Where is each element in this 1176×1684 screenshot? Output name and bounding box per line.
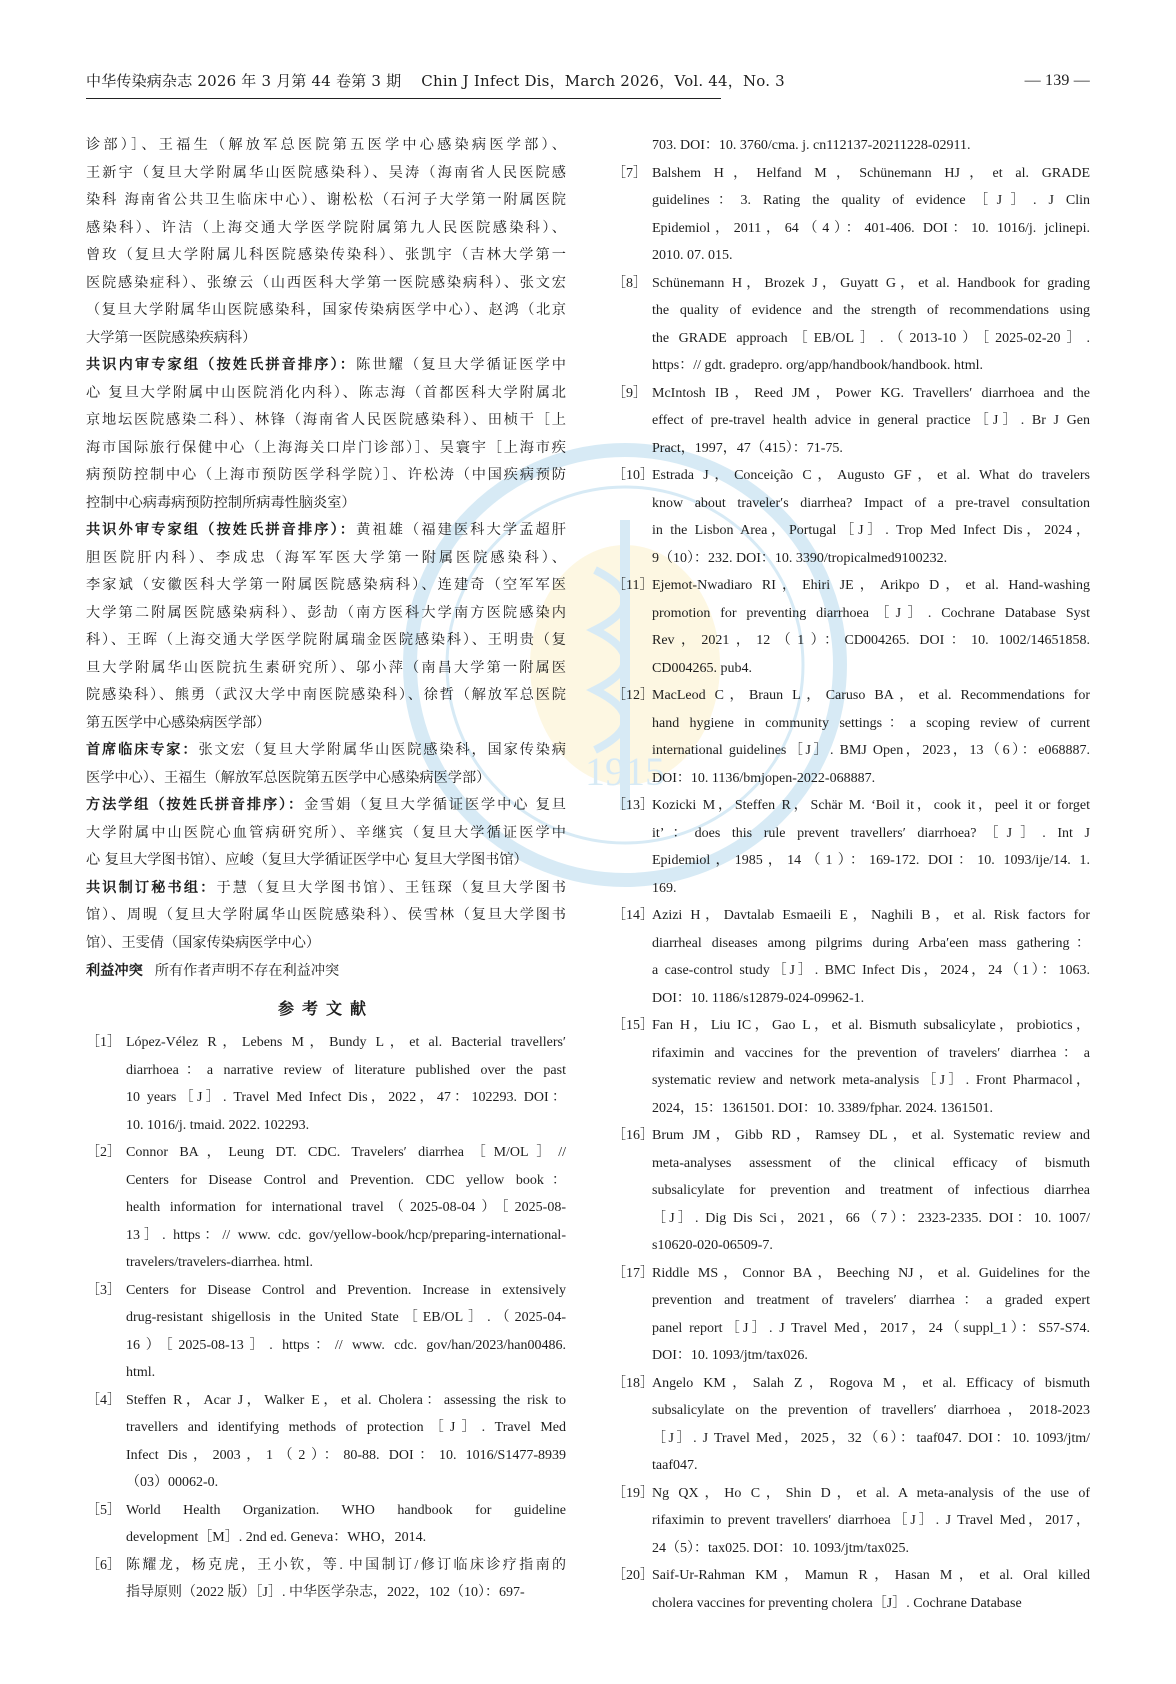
committee-members: 金雪娟（复旦大学循证医学中心 复旦 xyxy=(304,797,566,813)
reference-number: ［14］ xyxy=(612,908,654,923)
reference-line: Centers for Disease Control and Prevention. CDC yellow book： xyxy=(126,1172,566,1188)
reference-line: diarrhoea：a narrative review of literature published over the past xyxy=(126,1062,566,1078)
committee-line: 馆）、周晛（复旦大学附属华山医院感染科）、侯雪林（复旦大学图书 xyxy=(86,907,566,923)
reference-line: 10 years［J］. Travel Med Infect Dis，2022，47：102293. DOI： xyxy=(126,1090,566,1105)
group-label: 共识内审专家组（按姓氏拼音排序）： xyxy=(86,357,357,373)
reference-number: ［9］ xyxy=(612,385,647,401)
reference-line: 10. 1016/j. tmaid. 2022. 102293. xyxy=(126,1117,310,1133)
reference-line: Riddle MS，Connor BA，Beeching NJ，et al. Guidelines for the xyxy=(652,1265,1090,1281)
committee-line xyxy=(86,875,566,903)
reference-line: prevention and treatment of travelers′ diarrhea：a graded expert xyxy=(652,1293,1090,1308)
reference-line: cholera vaccines for preventing cholera［J］. Cochrane Database xyxy=(652,1595,1022,1611)
reference-item xyxy=(86,1139,566,1277)
committee-members: 张文宏（复旦大学附属华山医院感染科，国家传染病 xyxy=(198,742,566,758)
committee-line: 医学中心）、王福生（解放军总医院第五医学中心感染病医学部） xyxy=(86,769,491,786)
committee-members: 于慧（复旦大学图书馆）、王钰琛（复旦大学图书 xyxy=(216,879,566,896)
reference-item xyxy=(86,1387,566,1497)
reference-number: ［16］ xyxy=(612,1128,654,1143)
committee-line: 科）、王晖（上海交通大学医学院附属瑞金医院感染科）、王明贵（复 xyxy=(86,632,566,648)
reference-line: html. xyxy=(126,1365,156,1380)
watermark-year: 1915 xyxy=(585,749,665,794)
committee-line: 病预防控制中心（上海市预防医学科学院）］、许松涛（中国疾病预防 xyxy=(86,467,566,483)
reference-item xyxy=(86,1277,566,1387)
reference-line: it’：does this rule prevent travellers′ diarrhoea?［J］. Int J xyxy=(652,825,1090,841)
reference-number: ［3］ xyxy=(86,1282,121,1298)
reference-number: ［1］ xyxy=(86,1035,121,1050)
reference-line: know about traveler′s diarrhea? Impact of a pre-travel consultation xyxy=(652,495,1090,511)
coi-label: 利益冲突 xyxy=(86,963,143,979)
reference-line: DOI：10. 1186/s12879-024-09962-1. xyxy=(652,990,865,1006)
reference-number: ［17］ xyxy=(612,1265,654,1281)
reference-item xyxy=(612,1260,1090,1370)
reference-item xyxy=(612,1562,1090,1617)
committee-members: 陈世耀（复旦大学循证医学中 xyxy=(356,357,566,373)
reference-line: MacLeod C，Braun L，Caruso BA，et al. Recommendations for xyxy=(652,688,1090,703)
reference-list-right xyxy=(612,160,1090,1618)
reference-line: ［J］. Dig Dis Sci，2021，66（7）：2323-2335. DOI：10. 1007/ xyxy=(652,1210,1090,1226)
reference-line: health information for international travel（2025-08-04）［2025-08- xyxy=(126,1200,566,1215)
committee-line: 大学附属中山医院心血管病研究所）、辛继宾（复旦大学循证医学中 xyxy=(86,824,566,841)
reference-line: López-Vélez R，Lebens M，Bundy L，et al. Bacterial travellers′ xyxy=(126,1035,566,1050)
reference-continuation xyxy=(652,132,1090,160)
reference-number: ［11］ xyxy=(612,578,654,593)
committee-line: 医院感染症科）、张缭云（山西医科大学第一医院感染病科）、张文宏 xyxy=(86,274,566,291)
committee-line: 馆）、王雯倩（国家传染病医学中心） xyxy=(86,934,321,951)
reference-line: promotion for preventing diarrhoea［J］. Cochrane Database Syst xyxy=(652,605,1090,621)
committee-line: 胆医院肝内科）、李成忠（海军军医大学第一附属医院感染科）、 xyxy=(86,549,566,566)
committee-members: 黄祖雄（福建医科大学孟超肝 xyxy=(356,522,566,538)
reference-line: Schünemann H，Brozek J，Guyatt G，et al. Handbook for grading xyxy=(652,275,1090,291)
reference-line: rifaximin to prevent travellers′ diarrhoea［J］. J Travel Med，2017， xyxy=(652,1513,1090,1528)
reference-item xyxy=(86,1029,566,1139)
reference-line: 陈耀龙，杨克虎，王小钦，等. 中国制订/修订临床诊疗指南的 xyxy=(126,1557,566,1573)
reference-number: ［15］ xyxy=(612,1018,654,1033)
committee-line xyxy=(86,737,566,765)
reference-line: Infect Dis，2003，1（2）：80-88. DOI：10. 1016/S1477-8939 xyxy=(126,1447,566,1463)
committee-list xyxy=(86,132,566,957)
reference-line: travellers and identifying methods of protection［J］. Travel Med xyxy=(126,1420,566,1435)
reference-line: 2010. 07. 015. xyxy=(652,248,733,263)
reference-number: ［6］ xyxy=(86,1557,121,1573)
reference-line: subsalicylate on the prevention of travellers′ diarrhoea，2018-2023 xyxy=(652,1403,1090,1418)
journal-title-zh: 中华传染病杂志 2026 年 3 月第 44 卷第 3 期 xyxy=(86,72,402,90)
reference-line: Kozicki M，Steffen R，Schär M. ‘Boil it，cook it，peel it or forget xyxy=(652,798,1090,813)
committee-line: 京地坛医院感染二科）、林锋（海南省人民医院感染科）、田桢干［上 xyxy=(86,412,566,428)
reference-item xyxy=(612,572,1090,682)
group-label: 共识制订秘书组： xyxy=(86,879,217,896)
reference-line: McIntosh IB，Reed JM，Power KG. Travellers′ diarrhoea and the xyxy=(652,385,1090,401)
reference-item xyxy=(612,462,1090,572)
committee-line xyxy=(86,352,566,380)
journal-title-en: Chin J Infect Dis，March 2026，Vol. 44，No. 3 xyxy=(421,72,785,90)
committee-line: 曾玫（复旦大学附属儿科医院感染传染科）、张凯宇（吉林大学第一 xyxy=(86,247,566,263)
reference-list-left xyxy=(86,1029,566,1607)
reference-number: ［19］ xyxy=(612,1485,654,1501)
reference-line: 16）［2025-08-13］. https：// www. cdc. gov/han/2023/han00486. xyxy=(126,1337,566,1353)
reference-item xyxy=(612,682,1090,792)
reference-line: taaf047. xyxy=(652,1458,698,1473)
reference-line: Epidemiol，1985，14（1）：169-172. DOI：10. 1093/ije/14. 1. xyxy=(652,853,1090,868)
reference-line: effect of pre-travel health advice in general practice［J］. Br J Gen xyxy=(652,413,1090,428)
reference-line: the quality of evidence and the strength of recommendations using xyxy=(652,303,1090,318)
reference-line: 169. xyxy=(652,880,677,896)
reference-line: Angelo KM，Salah Z，Rogova M，et al. Efficacy of bismuth xyxy=(652,1375,1090,1391)
committee-line: 旦大学附属华山医院抗生素研究所）、邬小萍（南昌大学第一附属医 xyxy=(86,659,566,676)
reference-number: ［5］ xyxy=(86,1502,121,1518)
reference-line: a case-control study［J］. BMC Infect Dis，2024，24（1）：1063. xyxy=(652,963,1090,978)
committee-line: 海市国际旅行保健中心（上海海关口岸门诊部）］、吴寰宇［上海市疾 xyxy=(86,439,566,456)
committee-line: 院感染科）、熊勇（武汉大学中南医院感染科）、徐哲（解放军总医院 xyxy=(86,687,566,703)
reference-line: 13］. https：// www. cdc. gov/yellow-book/hcp/preparing-international- xyxy=(126,1227,566,1243)
header-rule xyxy=(86,98,721,99)
reference-line: systematic review and network meta-analysis［J］. Front Pharmacol， xyxy=(652,1073,1090,1088)
reference-line: Rev，2021，12（1）：CD004265. DOI：10. 1002/14651858. xyxy=(652,633,1090,648)
group-label: 方法学组（按姓氏拼音排序）： xyxy=(86,797,305,813)
reference-line: Ng QX，Ho C，Shin D，et al. A meta-analysis of the use of xyxy=(652,1485,1090,1501)
reference-line: https：// gdt. gradepro. org/app/handbook/handbook. html. xyxy=(652,358,984,373)
reference-line: Estrada J，Conceição C，Augusto GF，et al. What do travelers xyxy=(652,468,1090,483)
committee-line: （复旦大学附属华山医院感染科，国家传染病医学中心）、赵鸿（北京 xyxy=(86,302,566,318)
committee-line: 李家斌（安徽医科大学第一附属医院感染病科）、连建奇（空军军医 xyxy=(86,577,566,593)
reference-number: ［2］ xyxy=(86,1145,121,1160)
reference-item xyxy=(612,270,1090,380)
reference-line: drug-resistant shigellosis in the United State［EB/OL］.（2025-04- xyxy=(126,1310,566,1325)
reference-item xyxy=(612,792,1090,902)
reference-line: the GRADE approach［EB/OL］.（2013-10）［2025-02-20］. xyxy=(652,330,1090,346)
reference-line: Epidemiol，2011，64（4）：401-406. DOI：10. 1016/j. jclinepi. xyxy=(652,220,1090,236)
references-heading: 参考文献 xyxy=(277,999,374,1018)
committee-line xyxy=(86,517,566,545)
committee-line: 心 复旦大学图书馆）、应峻（复旦大学循证医学中心 复旦大学图书馆） xyxy=(86,852,528,868)
reference-line: guidelines：3. Rating the quality of evidence［J］. J Clin xyxy=(652,193,1090,208)
reference-line: rifaximin and vaccines for the prevention of travelers′ diarrhea：a xyxy=(652,1045,1090,1061)
committee-line: 大学第二附属医院感染病科）、彭劼（南方医科大学南方医院感染内 xyxy=(86,604,566,621)
reference-line: DOI：10. 1136/bmjopen-2022-068887. xyxy=(652,770,876,786)
reference-line: Ejemot-Nwadiaro RI，Ehiri JE，Arikpo D，et al. Hand-washing xyxy=(652,578,1090,593)
reference-line: 9（10）：232. DOI：10. 3390/tropicalmed9100232. xyxy=(652,550,948,566)
reference-item xyxy=(612,1122,1090,1260)
committee-line: 大学第一医院感染疾病科） xyxy=(86,329,257,346)
journal-citation xyxy=(86,68,785,94)
reference-line: s10620-020-06509-7. xyxy=(652,1238,773,1253)
reference-number: ［7］ xyxy=(612,165,647,181)
committee-line: 心 复旦大学附属中山医院消化内科）、陈志海（首都医科大学附属北 xyxy=(86,384,566,401)
conflict-of-interest xyxy=(86,957,566,985)
reference-line: Azizi H，Davtalab Esmaeili E，Naghili B，et al. Risk factors for xyxy=(652,908,1090,923)
reference-line: 2024，15：1361501. DOI：10. 3389/fphar. 2024. 1361501. xyxy=(652,1100,994,1116)
reference-line: World Health Organization. WHO handbook for guideline xyxy=(126,1502,566,1518)
reference-item xyxy=(612,1480,1090,1563)
reference-number: ［20］ xyxy=(612,1568,654,1583)
reference-number: ［8］ xyxy=(612,275,647,291)
reference-line: panel report［J］. J Travel Med，2017，24（suppl_1）：S57-S74. xyxy=(652,1320,1090,1336)
committee-line: 王新宇（复旦大学附属华山医院感染科）、吴涛（海南省人民医院感 xyxy=(86,164,566,181)
group-label: 首席临床专家： xyxy=(86,742,199,758)
reference-number: ［12］ xyxy=(612,688,654,703)
reference-line: ［J］. J Travel Med，2025，32（6）：taaf047. DOI：10. 1093/jtm/ xyxy=(652,1430,1090,1446)
reference-number: ［10］ xyxy=(612,468,654,483)
reference-line: hand hygiene in community settings：a scoping review of current xyxy=(652,715,1090,731)
reference-item xyxy=(86,1552,566,1607)
left-column xyxy=(86,132,566,1607)
right-column xyxy=(612,132,1090,1617)
reference-line: 指导原则（2022 版）［J］. 中华医学杂志，2022，102（10）：697- xyxy=(126,1585,525,1600)
reference-item xyxy=(612,902,1090,1012)
reference-item xyxy=(612,1370,1090,1480)
reference-number: ［18］ xyxy=(612,1375,654,1391)
reference-line: Connor BA，Leung DT. CDC. Travelers′ diarrhea［M/OL］// xyxy=(126,1145,566,1160)
reference-line: in the Lisbon Area，Portugal［J］. Trop Med Infect Dis，2024， xyxy=(652,523,1090,538)
coi-text: 所有作者声明不存在利益冲突 xyxy=(154,963,340,979)
reference-item xyxy=(86,1497,566,1552)
reference-line: subsalicylate for prevention and treatment of infectious diarrhea xyxy=(652,1183,1090,1198)
reference-item xyxy=(612,1012,1090,1122)
reference-line: DOI：10. 1093/jtm/tax026. xyxy=(652,1348,808,1363)
group-label: 共识外审专家组（按姓氏拼音排序）： xyxy=(86,522,357,538)
reference-number: ［13］ xyxy=(612,798,654,813)
reference-number: ［4］ xyxy=(86,1392,121,1408)
reference-line: Saif-Ur-Rahman KM，Mamun R，Hasan M，et al. Oral killed xyxy=(652,1568,1090,1583)
reference-line: Centers for Disease Control and Prevention. Increase in extensively xyxy=(126,1282,566,1298)
committee-line: 第五医学中心感染病医学部） xyxy=(86,714,271,731)
reference-item xyxy=(612,380,1090,463)
reference-line: diarrheal diseases among pilgrims during Arba′een mass gathering： xyxy=(652,935,1090,951)
reference-line: Steffen R，Acar J，Walker E，et al. Cholera：assessing the risk to xyxy=(126,1392,566,1408)
running-header xyxy=(86,68,1090,94)
reference-line: 703. DOI：10. 3760/cma. j. cn112137-20211228-02911. xyxy=(652,138,971,153)
committee-line xyxy=(86,792,566,820)
reference-line: Balshem H，Helfand M，Schünemann HJ，et al. GRADE xyxy=(652,165,1090,181)
page-number: — 139 — xyxy=(1024,72,1090,89)
reference-line: （03）00062-0. xyxy=(126,1475,219,1490)
reference-line: Brum JM，Gibb RD，Ramsey DL，et al. Systematic review and xyxy=(652,1128,1090,1143)
reference-line: international guidelines［J］. BMJ Open，2023，13（6）：e068887. xyxy=(652,743,1090,758)
committee-line: 染科 海南省公共卫生临床中心）、谢松松（石河子大学第一附属医院 xyxy=(86,192,566,208)
reference-line: Pract，1997，47（415）：71-75. xyxy=(652,440,843,456)
reference-item xyxy=(612,160,1090,270)
reference-line: development［M］. 2nd ed. Geneva：WHO，2014. xyxy=(126,1530,427,1545)
reference-line: Fan H，Liu IC，Gao L，et al. Bismuth subsalicylate，probiotics， xyxy=(652,1018,1090,1033)
reference-line: 24（5）：tax025. DOI：10. 1093/jtm/tax025. xyxy=(652,1540,910,1556)
reference-line: CD004265. pub4. xyxy=(652,660,752,676)
committee-line: 诊部）］、王福生（解放军总医院第五医学中心感染病医学部）、 xyxy=(86,137,566,153)
committee-line: 控制中心病毒病预防控制所病毒性脑炎室） xyxy=(86,494,356,511)
reference-line: meta-analyses assessment of the clinical efficacy of bismuth xyxy=(652,1155,1090,1171)
reference-line: travelers/travelers-diarrhea. html. xyxy=(126,1255,313,1270)
committee-line: 感染科）、许洁（上海交通大学医学院附属第九人民医院感染科）、 xyxy=(86,219,566,236)
